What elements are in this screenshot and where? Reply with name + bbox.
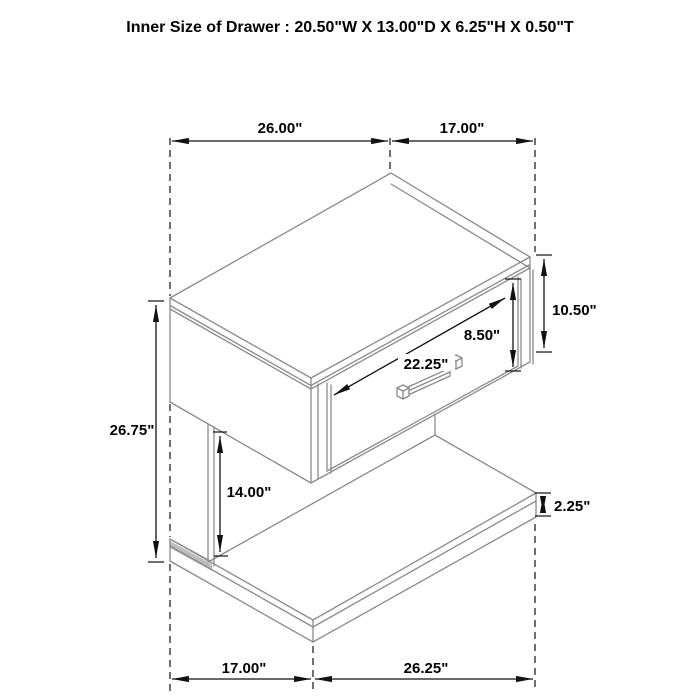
dimension-box-height	[536, 255, 597, 352]
base-left-mid-line	[170, 546, 313, 627]
cabinet-top-face	[170, 173, 530, 378]
dimension-overall-height	[110, 301, 164, 562]
overall-height-label: 26.75"	[109, 422, 155, 439]
base-height-label: 2.25"	[554, 498, 591, 515]
base-depth-label: 17.00"	[221, 660, 267, 677]
base-front-mid-line	[313, 501, 536, 627]
base-width-label: 26.25"	[403, 660, 449, 677]
dimension-base-height	[535, 493, 590, 516]
top-depth-label: 17.00"	[439, 120, 485, 137]
dimension-top-depth	[392, 120, 533, 141]
handle-bar-edge	[408, 372, 450, 391]
leg-panel	[208, 424, 214, 566]
drawer-height-label: 8.50"	[463, 327, 501, 344]
box-height-label: 10.50"	[552, 302, 597, 319]
cabinet-bottom-front-edge	[311, 362, 530, 483]
nightstand-drawing	[170, 173, 536, 642]
clearance-height-label: 14.00"	[226, 484, 272, 501]
dimension-drawer-height	[460, 279, 521, 371]
base-front-bottom-edge	[313, 517, 536, 642]
base-left-bottom-edge	[170, 561, 313, 642]
dimension-base-width	[315, 660, 533, 679]
base-platform	[170, 414, 536, 642]
dimension-top-width	[172, 120, 388, 141]
dimension-clearance-height	[213, 432, 271, 556]
top-width-label: 26.00"	[257, 120, 303, 137]
drawing-title: Inner Size of Drawer : 20.50"W X 13.00"D X 6.25"H X 0.50"T	[126, 19, 574, 36]
dimension-base-depth	[172, 660, 311, 679]
drawer-width-label: 22.25"	[403, 356, 449, 373]
cabinet-left-bottom-edge	[170, 402, 311, 483]
